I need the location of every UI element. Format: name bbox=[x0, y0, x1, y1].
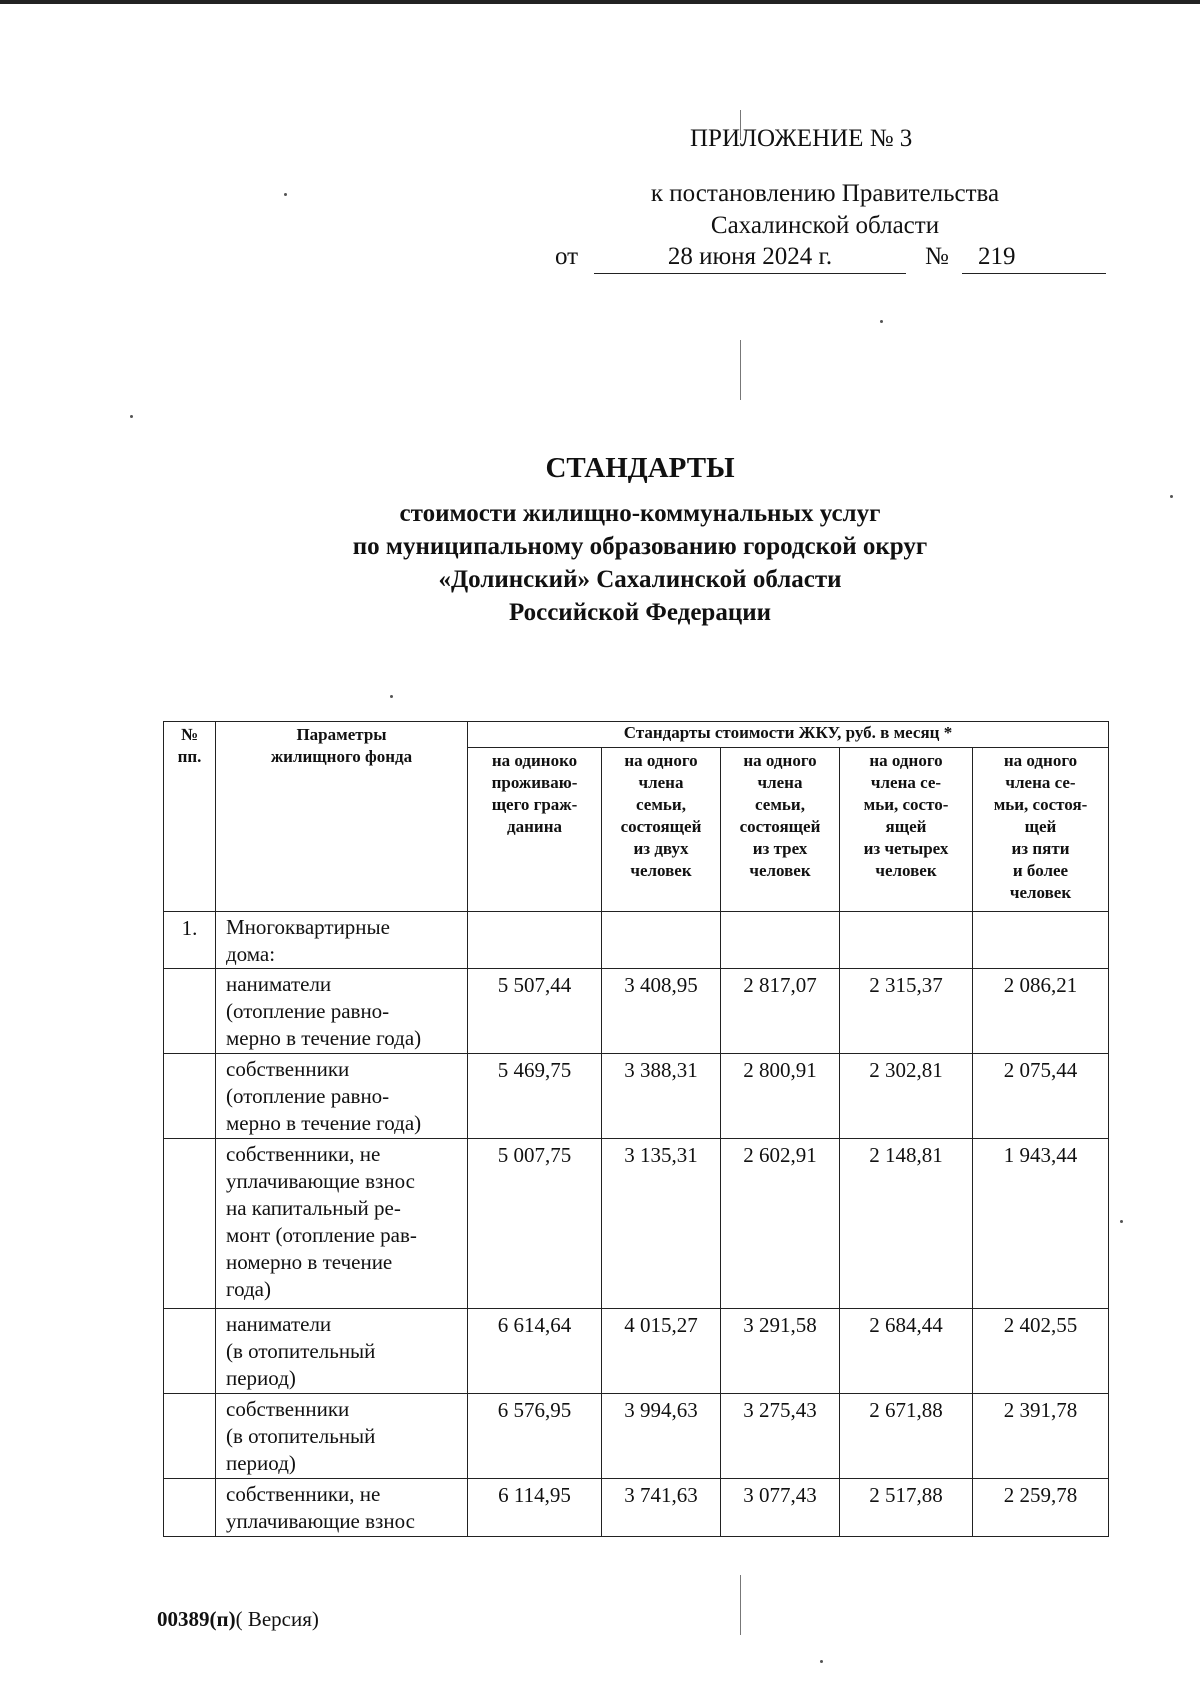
row-number-cell bbox=[164, 1054, 216, 1139]
document-code: 00389(п) bbox=[157, 1607, 236, 1631]
row-label: собственники (отопление равно- мерно в течение года) bbox=[216, 1054, 468, 1139]
cost-value: 2 817,07 bbox=[721, 969, 840, 1054]
col-header-household: на одиноко проживаю- щего граж- данина bbox=[468, 748, 602, 912]
subtitle-line: Российской Федерации bbox=[508, 599, 772, 626]
col-header-household: на одного члена се- мьи, состоя- щей из пяти и более человек bbox=[973, 748, 1109, 912]
empty-cell bbox=[602, 912, 721, 969]
table-row bbox=[164, 1479, 1109, 1537]
col-header-num: № пп. bbox=[164, 722, 216, 912]
document-title: СТАНДАРТЫ bbox=[545, 452, 735, 484]
decree-date: 28 июня 2024 г. bbox=[594, 243, 906, 274]
row-label: наниматели (отопление равно- мерно в течение года) bbox=[216, 969, 468, 1054]
cost-value: 2 671,88 bbox=[840, 1394, 973, 1479]
cost-value: 2 259,78 bbox=[973, 1479, 1109, 1537]
cost-value: 3 291,58 bbox=[721, 1309, 840, 1394]
appendix-number: ПРИЛОЖЕНИЕ № 3 bbox=[690, 125, 913, 152]
cost-value: 2 086,21 bbox=[973, 969, 1109, 1054]
cost-value: 5 007,75 bbox=[468, 1139, 602, 1309]
decree-reference bbox=[590, 178, 1060, 242]
cost-value: 3 741,63 bbox=[602, 1479, 721, 1537]
col-header-group: Стандарты стоимости ЖКУ, руб. в месяц * bbox=[468, 722, 1109, 748]
scan-speck bbox=[284, 193, 287, 196]
decree-line: к постановлению Правительства bbox=[650, 180, 1000, 207]
document-subtitle bbox=[0, 497, 1200, 629]
row-number-cell bbox=[164, 969, 216, 1054]
scan-artifact-line bbox=[740, 1575, 741, 1635]
empty-cell bbox=[973, 912, 1109, 969]
col-header-household: на одного члена се- мьи, состо- ящей из четырех человек bbox=[840, 748, 973, 912]
standards-table bbox=[163, 721, 1109, 1537]
col-header-household: на одного члена семьи, состоящей из двух человек bbox=[602, 748, 721, 912]
cost-value: 4 015,27 bbox=[602, 1309, 721, 1394]
row-number-cell bbox=[164, 1479, 216, 1537]
empty-cell bbox=[840, 912, 973, 969]
cost-value: 2 075,44 bbox=[973, 1054, 1109, 1139]
scan-speck bbox=[820, 1660, 823, 1663]
scan-speck bbox=[880, 320, 883, 323]
scan-speck bbox=[390, 695, 393, 698]
cost-value: 6 614,64 bbox=[468, 1309, 602, 1394]
section-number: 1. bbox=[164, 912, 216, 969]
row-label: собственники, не уплачивающие взнос на капитальный ре- монт (отопление рав- номерно в течение года) bbox=[216, 1139, 468, 1309]
empty-cell bbox=[721, 912, 840, 969]
cost-value: 5 507,44 bbox=[468, 969, 602, 1054]
cost-value: 2 602,91 bbox=[721, 1139, 840, 1309]
decree-line: Сахалинской области bbox=[710, 212, 940, 239]
scan-speck bbox=[130, 415, 133, 418]
cost-value: 6 576,95 bbox=[468, 1394, 602, 1479]
cost-value: 2 402,55 bbox=[973, 1309, 1109, 1394]
cost-value: 2 517,88 bbox=[840, 1479, 973, 1537]
row-label: наниматели (в отопительный период) bbox=[216, 1309, 468, 1394]
cost-value: 1 943,44 bbox=[973, 1139, 1109, 1309]
cost-value: 3 408,95 bbox=[602, 969, 721, 1054]
row-label: собственники (в отопительный период) bbox=[216, 1394, 468, 1479]
cost-value: 3 275,43 bbox=[721, 1394, 840, 1479]
table-row bbox=[164, 1054, 1109, 1139]
cost-value: 2 148,81 bbox=[840, 1139, 973, 1309]
decree-number: 219 bbox=[962, 243, 1106, 274]
table-row bbox=[164, 1394, 1109, 1479]
scan-speck bbox=[1120, 1220, 1123, 1223]
cost-value: 2 391,78 bbox=[973, 1394, 1109, 1479]
row-number-cell bbox=[164, 1394, 216, 1479]
cost-value: 5 469,75 bbox=[468, 1054, 602, 1139]
col-header-household: на одного члена семьи, состоящей из трех человек bbox=[721, 748, 840, 912]
cost-value: 2 315,37 bbox=[840, 969, 973, 1054]
subtitle-line: «Долинский» Сахалинской области bbox=[438, 566, 842, 593]
scan-top-edge bbox=[0, 0, 1200, 4]
document-footer bbox=[157, 1607, 319, 1632]
col-header-param: Параметры жилищного фонда bbox=[216, 722, 468, 912]
document-version: ( Версия) bbox=[235, 1607, 319, 1631]
cost-value: 3 994,63 bbox=[602, 1394, 721, 1479]
subtitle-line: по муниципальному образованию городской округ bbox=[352, 533, 928, 560]
row-label: собственники, не уплачивающие взнос bbox=[216, 1479, 468, 1537]
table-row bbox=[164, 1139, 1109, 1309]
cost-value: 6 114,95 bbox=[468, 1479, 602, 1537]
row-number-cell bbox=[164, 1139, 216, 1309]
row-number-cell bbox=[164, 1309, 216, 1394]
cost-value: 3 077,43 bbox=[721, 1479, 840, 1537]
table-row bbox=[164, 969, 1109, 1054]
section-label: Многоквартирные дома: bbox=[216, 912, 468, 969]
cost-value: 2 302,81 bbox=[840, 1054, 973, 1139]
cost-value: 2 800,91 bbox=[721, 1054, 840, 1139]
table-row bbox=[164, 1309, 1109, 1394]
empty-cell bbox=[468, 912, 602, 969]
subtitle-line: стоимости жилищно-коммунальных услуг bbox=[399, 500, 881, 527]
from-label: от bbox=[555, 243, 579, 270]
number-label: № bbox=[925, 243, 949, 270]
cost-value: 3 135,31 bbox=[602, 1139, 721, 1309]
cost-value: 3 388,31 bbox=[602, 1054, 721, 1139]
cost-value: 2 684,44 bbox=[840, 1309, 973, 1394]
scan-artifact-line bbox=[740, 340, 741, 400]
